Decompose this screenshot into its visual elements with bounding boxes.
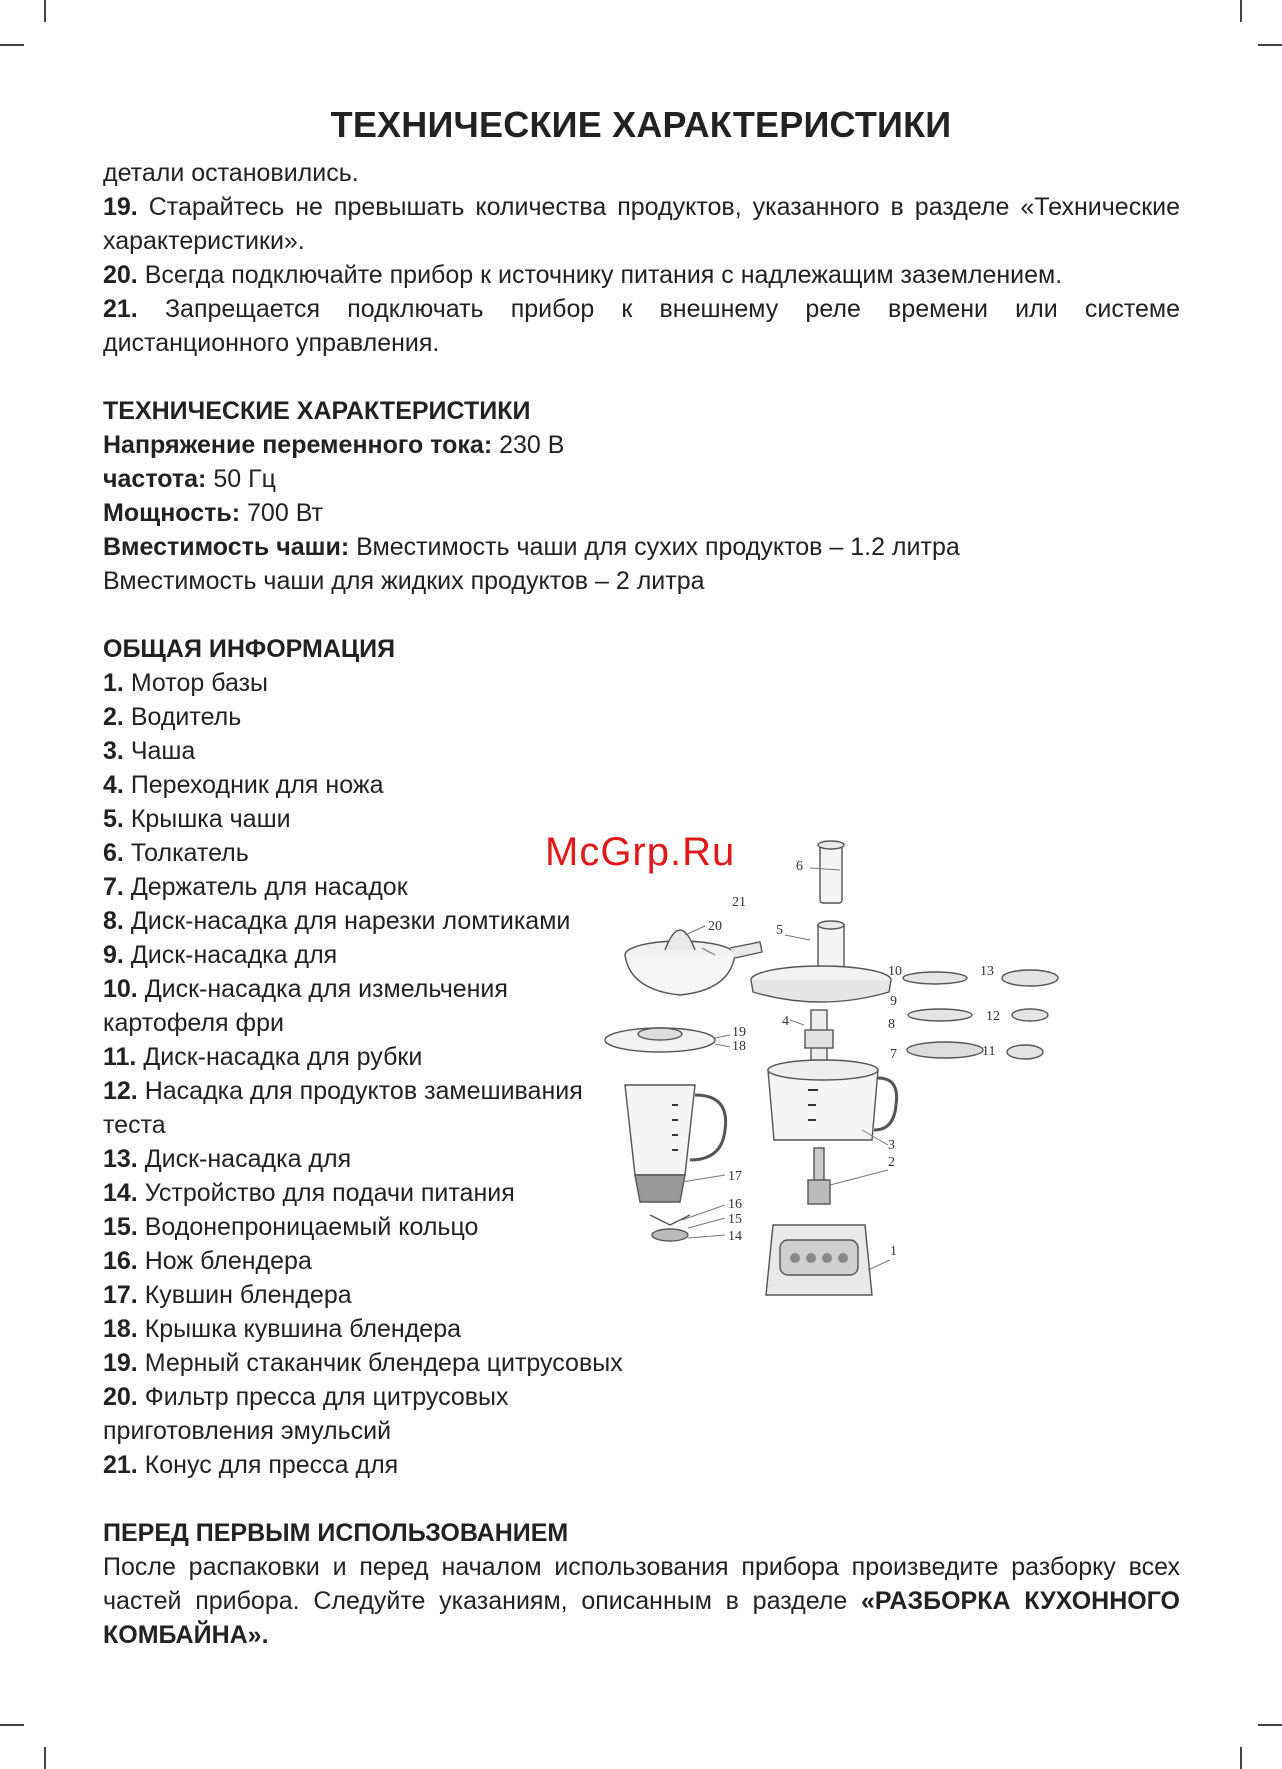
crop-mark xyxy=(0,1724,24,1726)
before-use-body: После распаковки и перед началом использования прибора произведите разборку всех частей прибора. Следуйте указаниям, описанным в разделе xyxy=(103,1553,1180,1615)
list-item xyxy=(103,1414,623,1448)
item-text: Диск-насадка для измельчения xyxy=(144,975,508,1003)
spec-frequency xyxy=(103,462,1180,496)
list-item xyxy=(103,1278,623,1312)
list-item xyxy=(103,1108,623,1142)
item-text: Толкатель xyxy=(130,839,249,867)
diagram-label: 9 xyxy=(890,994,897,1009)
pusher-part xyxy=(820,845,842,903)
parts-list xyxy=(103,666,623,1482)
item-text: Насадка для продуктов замешивания xyxy=(144,1077,583,1105)
intro-item-19 xyxy=(103,190,1180,258)
item-text: Чаша xyxy=(130,737,196,765)
diagram-label: 8 xyxy=(888,1017,895,1032)
blender-base-part xyxy=(635,1175,685,1202)
intro-line: детали остановились. xyxy=(103,159,359,187)
item-number: 21. xyxy=(103,295,138,323)
dough-attachment-part xyxy=(1012,1009,1048,1021)
diagram-label: 10 xyxy=(888,964,902,979)
watermark: McGrp.Ru xyxy=(545,830,736,874)
crop-mark xyxy=(1240,1747,1242,1769)
item-number: 16. xyxy=(103,1247,138,1275)
list-item xyxy=(103,768,623,802)
spec-power xyxy=(103,496,1180,530)
diagram-label: 7 xyxy=(890,1047,897,1062)
item-text: Конус для пресса для xyxy=(144,1451,399,1479)
spec-capacity xyxy=(103,530,1180,564)
item-text: Фильтр пресса для цитрусовых xyxy=(144,1383,509,1411)
item-number: 6. xyxy=(103,839,124,867)
diagram-label: 13 xyxy=(980,964,994,979)
intro-item-21 xyxy=(103,292,1180,360)
item-number: 9. xyxy=(103,941,124,969)
item-number: 12. xyxy=(103,1077,138,1105)
chopping-disc-part xyxy=(1007,1045,1043,1059)
list-item xyxy=(103,1244,623,1278)
blender-knife-part xyxy=(650,1215,690,1225)
item-number: 13. xyxy=(103,1145,138,1173)
item-text: картофеля фри xyxy=(103,1009,284,1037)
item-text: Переходник для ножа xyxy=(130,771,384,799)
item-text: Старайтесь не превышать количества продуктов, указанного в разделе «Технические характеристики». xyxy=(103,193,1180,255)
spec-value: 700 Вт xyxy=(247,499,323,527)
diagram-label: 1 xyxy=(890,1244,897,1259)
before-use-text xyxy=(103,1550,1180,1652)
item-number: 19. xyxy=(103,1349,138,1377)
spec-value: 230 В xyxy=(499,431,565,459)
list-item xyxy=(103,666,623,700)
item-number: 18. xyxy=(103,1315,138,1343)
list-item xyxy=(103,1380,623,1414)
spec-capacity-liquid: Вместимость чаши для жидких продуктов – 2 литра xyxy=(103,567,705,595)
list-item xyxy=(103,972,623,1006)
page-title: ТЕХНИЧЕСКИЕ ХАРАКТЕРИСТИКИ xyxy=(330,104,952,145)
list-item xyxy=(103,1006,623,1040)
list-item xyxy=(103,734,623,768)
item-number: 14. xyxy=(103,1179,138,1207)
item-number: 15. xyxy=(103,1213,138,1241)
list-item xyxy=(103,1448,623,1482)
diagram-label: 3 xyxy=(888,1138,895,1153)
blender-jug-part xyxy=(625,1085,695,1175)
item-text: Мотор базы xyxy=(130,669,268,697)
diagram-label: 15 xyxy=(728,1212,742,1227)
item-text: Крышка чаши xyxy=(130,805,291,833)
item-text: Диск-насадка для xyxy=(144,1145,352,1173)
item-number: 11. xyxy=(103,1043,137,1071)
item-text: теста xyxy=(103,1111,166,1139)
item-number: 8. xyxy=(103,907,124,935)
list-item xyxy=(103,700,623,734)
item-number: 3. xyxy=(103,737,124,765)
spec-label: Мощность: xyxy=(103,499,241,527)
item-number: 21. xyxy=(103,1451,138,1479)
list-item xyxy=(103,938,623,972)
item-number: 10. xyxy=(103,975,138,1003)
spec-value: Вместимость чаши для сухих продуктов – 1.2 литра xyxy=(356,533,960,561)
item-text: Водитель xyxy=(130,703,242,731)
item-text: Мерный стаканчик блендера цитрусовых xyxy=(144,1349,623,1377)
crop-mark xyxy=(0,44,24,46)
spec-value: 50 Гц xyxy=(213,465,276,493)
item-number: 20. xyxy=(103,261,138,289)
item-number: 5. xyxy=(103,805,124,833)
diagram-label: 5 xyxy=(776,923,783,938)
list-item xyxy=(103,1142,623,1176)
disc-8-part xyxy=(908,1009,972,1021)
diagram-label: 16 xyxy=(728,1197,742,1212)
diagram-label: 12 xyxy=(986,1009,1000,1024)
crop-mark xyxy=(44,0,46,22)
disc-10-part xyxy=(903,972,967,984)
spec-label: частота: xyxy=(103,465,207,493)
diagram-label: 2 xyxy=(888,1155,895,1170)
exploded-view-diagram xyxy=(590,830,1102,1360)
item-text: Кувшин блендера xyxy=(144,1281,352,1309)
item-text: Устройство для подачи питания xyxy=(144,1179,515,1207)
list-item xyxy=(103,1346,623,1380)
crop-mark xyxy=(1240,0,1242,22)
list-item xyxy=(103,1040,623,1074)
item-text: Крышка кувшина блендера xyxy=(144,1315,462,1343)
list-item xyxy=(103,870,623,904)
item-number: 7. xyxy=(103,873,124,901)
item-text: Водонепроницаемый кольцо xyxy=(144,1213,479,1241)
item-number: 19. xyxy=(103,193,138,221)
spec-label: Вместимость чаши: xyxy=(103,533,350,561)
diagram-label: 17 xyxy=(728,1169,742,1184)
crop-mark xyxy=(1258,1724,1282,1726)
crop-mark xyxy=(1258,44,1282,46)
item-text: Нож блендера xyxy=(144,1247,312,1275)
spec-voltage xyxy=(103,428,1180,462)
spec-label: Напряжение переменного тока: xyxy=(103,431,493,459)
item-text: Держатель для насадок xyxy=(130,873,408,901)
before-use-heading: ПЕРЕД ПЕРВЫМ ИСПОЛЬЗОВАНИЕМ xyxy=(103,1519,569,1547)
diagram-label: 6 xyxy=(796,859,803,874)
item-text: Всегда подключайте прибор к источнику питания с надлежащим заземлением. xyxy=(144,261,1063,289)
list-item xyxy=(103,904,623,938)
diagram-label: 18 xyxy=(732,1039,746,1054)
list-item xyxy=(103,1210,623,1244)
item-text: приготовления эмульсий xyxy=(103,1417,392,1445)
diagram-label: 21 xyxy=(732,895,746,910)
holder-7-part xyxy=(907,1042,983,1058)
list-item xyxy=(103,1074,623,1108)
item-number: 17. xyxy=(103,1281,138,1309)
diagram-label: 20 xyxy=(708,919,722,934)
intro-item-20 xyxy=(103,258,1180,292)
item-number: 4. xyxy=(103,771,124,799)
item-number: 20. xyxy=(103,1383,138,1411)
item-text: Диск-насадка для рубки xyxy=(143,1043,423,1071)
specs-heading: ТЕХНИЧЕСКИЕ ХАРАКТЕРИСТИКИ xyxy=(103,397,531,425)
list-item xyxy=(103,1176,623,1210)
general-heading: ОБЩАЯ ИНФОРМАЦИЯ xyxy=(103,635,396,663)
before-use-emphasis: «РАЗБОРКА КУХОННОГО КОМБАЙНА». xyxy=(103,1587,1181,1649)
diagram-label: 19 xyxy=(732,1025,746,1040)
item-text: Запрещается подключать прибор к внешнему реле времени или системе дистанционного управления. xyxy=(103,295,1180,357)
diagram-label: 11 xyxy=(982,1044,996,1059)
item-text: Диск-насадка для xyxy=(130,941,338,969)
item-number: 2. xyxy=(103,703,124,731)
item-text: Диск-насадка для нарезки ломтиками xyxy=(130,907,571,935)
crop-mark xyxy=(44,1747,46,1769)
diagram-label: 4 xyxy=(782,1014,789,1029)
item-number: 1. xyxy=(103,669,124,697)
disc-13-part xyxy=(1002,970,1058,986)
list-item xyxy=(103,1312,623,1346)
diagram-label: 14 xyxy=(728,1229,742,1244)
